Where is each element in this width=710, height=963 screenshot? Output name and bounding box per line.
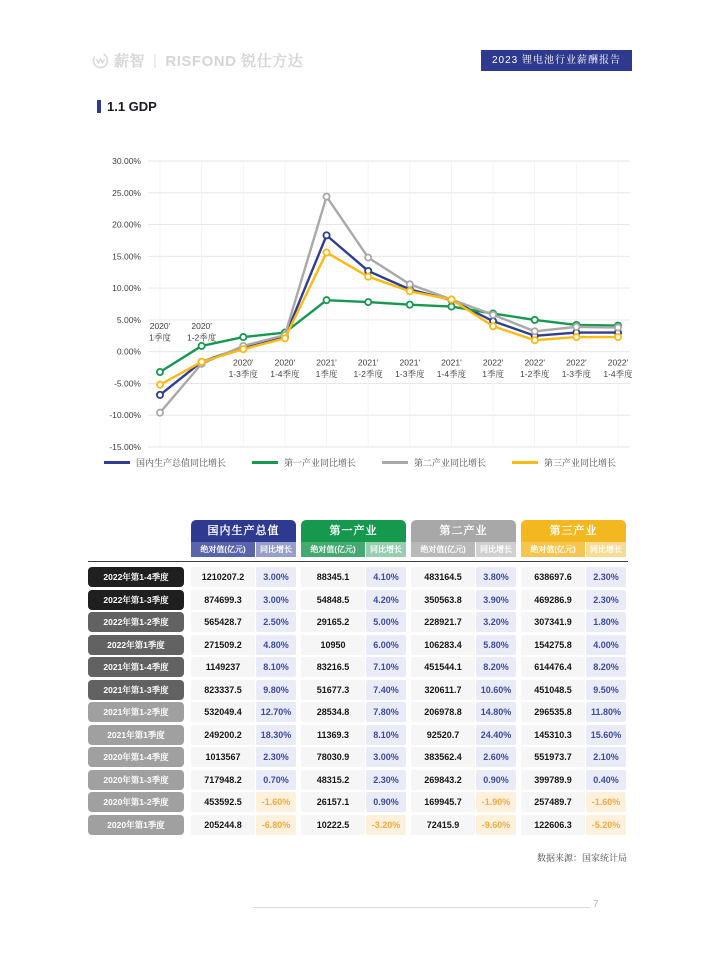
table-cell-pct: -1.90%	[476, 792, 516, 812]
gdp-line-chart	[86, 148, 634, 456]
table-row-label: 2021年第1季度	[88, 725, 184, 745]
table-cell-pct: 2.30%	[256, 747, 296, 767]
table-cell-abs: 169945.7	[411, 792, 475, 812]
data-point-marker	[490, 312, 496, 318]
table-group-header: 第二产业	[411, 520, 516, 542]
table-cell-pct: -1.60%	[256, 792, 296, 812]
data-point-marker	[448, 296, 454, 302]
page-number: 7	[593, 899, 599, 910]
table-cell-pct: 12.70%	[256, 702, 296, 722]
table-cell-abs: 26157.1	[301, 792, 365, 812]
legend-item	[252, 456, 356, 469]
series-line	[160, 300, 618, 372]
table-cell-pct: 2.30%	[366, 770, 406, 790]
table-cell-abs: 205244.8	[191, 815, 255, 835]
table-cell-pct: 10.60%	[476, 680, 516, 700]
table-subheader-pct: 同比增长	[476, 542, 516, 557]
legend-swatch	[512, 461, 538, 464]
label-spacer	[88, 542, 184, 557]
data-point-marker	[323, 249, 329, 255]
table-cell-abs: 154275.8	[521, 635, 585, 655]
table-cell-pct: 7.10%	[366, 657, 406, 677]
data-point-marker	[199, 343, 205, 349]
legend-item	[104, 456, 226, 469]
table-cell-abs: 48315.2	[301, 770, 365, 790]
table-cell-abs: 11369.3	[301, 725, 365, 745]
table-cell-pct: 6.00%	[366, 635, 406, 655]
table-subheader-abs: 绝对值(亿元)	[411, 542, 475, 557]
label-spacer	[88, 520, 184, 542]
series-line	[160, 197, 618, 413]
table-cell-pct: 7.80%	[366, 702, 406, 722]
table-cell-abs: 28534.8	[301, 702, 365, 722]
y-tick-label: -15.00%	[109, 442, 141, 452]
table-subheader-row	[88, 542, 633, 557]
section-title: 1.1 GDP	[107, 99, 157, 114]
data-point-marker	[240, 346, 246, 352]
table-row	[88, 612, 633, 632]
data-point-marker	[157, 392, 163, 398]
table-cell-pct: 0.40%	[586, 770, 626, 790]
table-cell-pct: 18.30%	[256, 725, 296, 745]
table-cell-abs: 451048.5	[521, 680, 585, 700]
data-point-marker	[615, 334, 621, 340]
table-cell-abs: 307341.9	[521, 612, 585, 632]
data-point-marker	[157, 369, 163, 375]
table-cell-pct: -3.20%	[366, 815, 406, 835]
table-cell-abs: 51677.3	[301, 680, 365, 700]
data-point-marker	[365, 299, 371, 305]
table-row	[88, 815, 633, 835]
brand-logo	[92, 50, 303, 71]
data-point-marker	[199, 359, 205, 365]
table-row	[88, 657, 633, 677]
table-cell-pct: 0.90%	[366, 792, 406, 812]
table-cell-abs: 350563.8	[411, 590, 475, 610]
table-cell-pct: 3.20%	[476, 612, 516, 632]
table-cell-abs: 29165.2	[301, 612, 365, 632]
table-cell-pct: 3.90%	[476, 590, 516, 610]
table-cell-pct: 8.10%	[256, 657, 296, 677]
table-row	[88, 702, 633, 722]
table-cell-abs: 1149237	[191, 657, 255, 677]
table-cell-pct: 11.80%	[586, 702, 626, 722]
logo-divider: |	[153, 51, 158, 69]
table-subheader-pct: 同比增长	[586, 542, 626, 557]
data-point-marker	[573, 334, 579, 340]
table-cell-abs: 453592.5	[191, 792, 255, 812]
y-tick-label: -10.00%	[109, 410, 141, 421]
table-cell-abs: 106283.4	[411, 635, 475, 655]
table-group-header: 国内生产总值	[191, 520, 296, 542]
table-header-row	[88, 520, 633, 542]
data-source-note: 数据来源：国家统计局	[536, 853, 627, 863]
table-subheader-abs: 绝对值(亿元)	[191, 542, 255, 557]
table-cell-pct: 5.00%	[366, 612, 406, 632]
section-header	[97, 99, 157, 114]
data-point-marker	[282, 335, 288, 341]
table-cell-abs: 145310.3	[521, 725, 585, 745]
legend-item	[382, 456, 486, 469]
data-point-marker	[573, 324, 579, 330]
table-cell-pct: 0.70%	[256, 770, 296, 790]
gdp-table	[88, 520, 633, 837]
legend-swatch	[252, 461, 278, 464]
table-cell-pct: 0.90%	[476, 770, 516, 790]
table-cell-abs: 874699.3	[191, 590, 255, 610]
legend-label: 第三产业同比增长	[544, 458, 617, 468]
data-point-marker	[365, 274, 371, 280]
table-cell-pct: 1.80%	[586, 612, 626, 632]
x-tick-label: 2022' 1-4季度	[603, 357, 633, 380]
table-row-label: 2022年第1-4季度	[88, 567, 184, 587]
table-cell-abs: 72415.9	[411, 815, 475, 835]
x-tick-label: 2020' 1-3季度	[228, 357, 258, 380]
table-cell-abs: 296535.8	[521, 702, 585, 722]
table-row-label: 2020年第1-3季度	[88, 770, 184, 790]
table-cell-pct: -6.80%	[256, 815, 296, 835]
table-cell-pct: 2.60%	[476, 747, 516, 767]
table-cell-abs: 249200.2	[191, 725, 255, 745]
table-cell-abs: 88345.1	[301, 567, 365, 587]
table-cell-abs: 269843.2	[411, 770, 475, 790]
table-cell-pct: 24.40%	[476, 725, 516, 745]
table-cell-abs: 1013567	[191, 747, 255, 767]
table-cell-pct: 9.80%	[256, 680, 296, 700]
table-cell-pct: 8.10%	[366, 725, 406, 745]
table-cell-pct: 3.00%	[366, 747, 406, 767]
table-cell-pct: 2.30%	[586, 567, 626, 587]
section-title-bar	[97, 100, 101, 113]
table-cell-abs: 228921.7	[411, 612, 475, 632]
x-tick-label: 2021' 1季度	[315, 357, 338, 380]
table-cell-pct: 2.30%	[586, 590, 626, 610]
table-cell-abs: 257489.7	[521, 792, 585, 812]
logo-text-risfond: RISFOND 锐仕方达	[165, 52, 304, 70]
data-point-marker	[407, 302, 413, 308]
table-cell-pct: 5.80%	[476, 635, 516, 655]
data-point-marker	[323, 193, 329, 199]
table-cell-pct: 3.00%	[256, 567, 296, 587]
table-cell-abs: 320611.7	[411, 680, 475, 700]
logo-text-xinzhi: 薪智	[114, 52, 146, 70]
table-cell-abs: 532049.4	[191, 702, 255, 722]
chart-legend	[86, 456, 634, 469]
table-row	[88, 635, 633, 655]
table-cell-pct: 3.80%	[476, 567, 516, 587]
table-row	[88, 792, 633, 812]
table-cell-abs: 638697.6	[521, 567, 585, 587]
table-cell-abs: 614476.4	[521, 657, 585, 677]
table-row-label: 2022年第1季度	[88, 635, 184, 655]
y-tick-label: -5.00%	[114, 378, 141, 389]
x-tick-label: 2021' 1-4季度	[436, 357, 467, 380]
data-point-marker	[323, 297, 329, 303]
table-row	[88, 770, 633, 790]
table-cell-abs: 10222.5	[301, 815, 365, 835]
table-cell-pct: 3.00%	[256, 590, 296, 610]
table-cell-abs: 483164.5	[411, 567, 475, 587]
data-point-marker	[532, 317, 538, 323]
data-point-marker	[448, 303, 454, 309]
report-badge: 2023 锂电池行业薪酬报告	[481, 50, 632, 71]
table-cell-pct: 4.10%	[366, 567, 406, 587]
table-row	[88, 680, 633, 700]
x-tick-label: 2022' 1-2季度	[520, 357, 550, 380]
data-point-marker	[407, 288, 413, 294]
table-cell-abs: 399789.9	[521, 770, 585, 790]
table-cell-pct: -5.20%	[586, 815, 626, 835]
table-cell-abs: 383562.4	[411, 747, 475, 767]
table-cell-pct: 2.10%	[586, 747, 626, 767]
table-cell-abs: 83216.5	[301, 657, 365, 677]
table-row-label: 2020年第1季度	[88, 815, 184, 835]
table-row-label: 2022年第1-3季度	[88, 590, 184, 610]
table-row	[88, 567, 633, 587]
x-tick-label: 2020' 1-4季度	[270, 357, 300, 380]
legend-label: 第二产业同比增长	[414, 458, 487, 468]
table-row	[88, 590, 633, 610]
table-cell-abs: 122606.3	[521, 815, 585, 835]
y-tick-label: 20.00%	[112, 219, 141, 230]
table-cell-abs: 451544.1	[411, 657, 475, 677]
y-tick-label: 10.00%	[112, 283, 141, 294]
table-group-header: 第一产业	[301, 520, 406, 542]
y-tick-label: 0.00%	[116, 346, 141, 357]
data-point-marker	[157, 410, 163, 416]
x-tick-label: 2021' 1-3季度	[395, 357, 425, 380]
table-cell-abs: 565428.7	[191, 612, 255, 632]
table-cell-abs: 551973.7	[521, 747, 585, 767]
table-cell-pct: 4.20%	[366, 590, 406, 610]
legend-item	[512, 456, 616, 469]
report-header	[92, 48, 632, 72]
table-cell-pct: 8.20%	[476, 657, 516, 677]
table-row-label: 2021年第1-3季度	[88, 680, 184, 700]
data-point-marker	[490, 323, 496, 329]
table-cell-abs: 271509.2	[191, 635, 255, 655]
y-tick-label: 15.00%	[112, 251, 141, 262]
xinzhi-logo-icon	[92, 52, 109, 69]
table-row-label: 2020年第1-2季度	[88, 792, 184, 812]
table-cell-abs: 823337.5	[191, 680, 255, 700]
table-row-label: 2020年第1-4季度	[88, 747, 184, 767]
table-subheader-pct: 同比增长	[256, 542, 296, 557]
table-header-divider	[88, 561, 628, 562]
table-row-label: 2021年第1-2季度	[88, 702, 184, 722]
x-tick-label: 2020' 1季度	[149, 321, 171, 343]
x-tick-label: 2020' 1-2季度	[186, 321, 217, 343]
table-row-label: 2022年第1-2季度	[88, 612, 184, 632]
table-cell-abs: 469286.9	[521, 590, 585, 610]
table-cell-abs: 717948.2	[191, 770, 255, 790]
data-point-marker	[532, 328, 538, 334]
table-cell-pct: 9.50%	[586, 680, 626, 700]
table-row	[88, 747, 633, 767]
table-cell-pct: 15.60%	[586, 725, 626, 745]
table-cell-abs: 206978.8	[411, 702, 475, 722]
x-tick-label: 2021' 1-2季度	[353, 357, 383, 380]
table-cell-pct: 4.80%	[256, 635, 296, 655]
data-point-marker	[365, 255, 371, 261]
table-row	[88, 725, 633, 745]
data-point-marker	[157, 382, 163, 388]
table-cell-pct: 7.40%	[366, 680, 406, 700]
table-cell-abs: 78030.9	[301, 747, 365, 767]
table-row-label: 2021年第1-4季度	[88, 657, 184, 677]
y-tick-label: 25.00%	[112, 187, 141, 198]
legend-swatch	[104, 461, 130, 464]
y-tick-label: 30.00%	[112, 156, 141, 166]
x-tick-label: 2022' 1-3季度	[561, 357, 592, 380]
legend-label: 第一产业同比增长	[283, 458, 356, 468]
table-cell-abs: 54848.5	[301, 590, 365, 610]
table-cell-pct: -1.60%	[586, 792, 626, 812]
data-point-marker	[615, 324, 621, 330]
table-cell-abs: 92520.7	[411, 725, 475, 745]
data-point-marker	[240, 334, 246, 340]
table-subheader-abs: 绝对值(亿元)	[521, 542, 585, 557]
table-cell-pct: 4.00%	[586, 635, 626, 655]
x-tick-label: 2022' 1季度	[482, 357, 504, 380]
legend-swatch	[382, 461, 408, 464]
table-cell-pct: -9.60%	[476, 815, 516, 835]
y-tick-label: 5.00%	[116, 314, 141, 325]
footer-rule	[253, 907, 590, 908]
table-subheader-pct: 同比增长	[366, 542, 406, 557]
data-point-marker	[323, 232, 329, 238]
data-point-marker	[407, 281, 413, 287]
table-cell-pct: 8.20%	[586, 657, 626, 677]
legend-label: 国内生产总值同比增长	[135, 458, 226, 468]
table-cell-abs: 10950	[301, 635, 365, 655]
table-cell-pct: 14.80%	[476, 702, 516, 722]
table-group-header: 第三产业	[521, 520, 626, 542]
table-subheader-abs: 绝对值(亿元)	[301, 542, 365, 557]
table-cell-pct: 2.50%	[256, 612, 296, 632]
data-point-marker	[532, 337, 538, 343]
table-cell-abs: 1210207.2	[191, 567, 255, 587]
